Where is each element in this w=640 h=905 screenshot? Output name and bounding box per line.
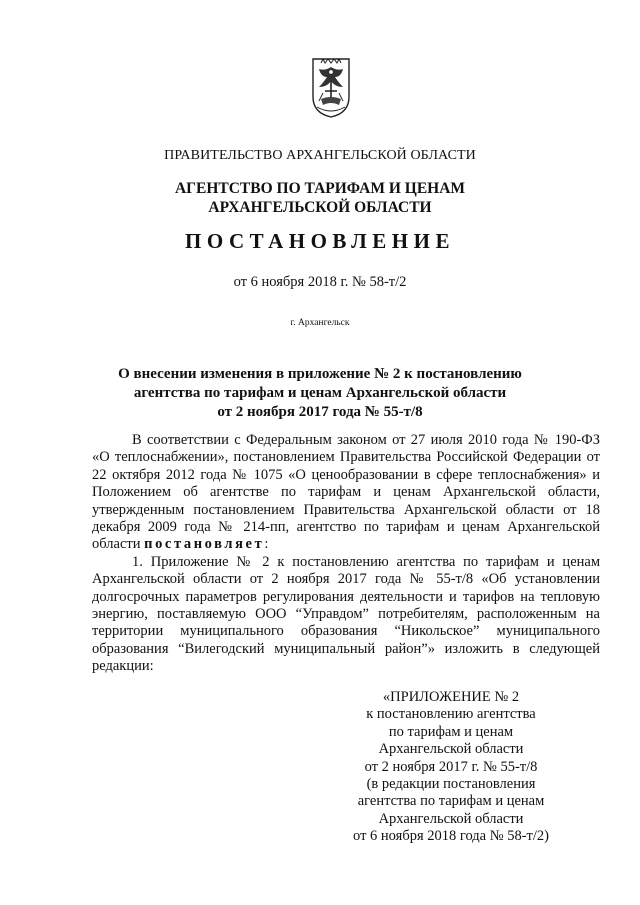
annex-line: «ПРИЛОЖЕНИЕ № 2 bbox=[382, 689, 520, 705]
annex-line: Архангельской области bbox=[378, 741, 524, 758]
body-paragraph: 1. Приложение № 2 к постановлению агентства по тарифам и ценам Архангельской области от 2 ноября 2017 года № 55-т/8 «Об установлении долгосрочных параметров регулирования деятельности и тарифов на тепловую энергию, поставляемую ООО “Управдом” потребителям, расположенным на территории муниципального образования “Никольское” муниципального образования “Вилегодский муниципальный район”» изложить в следующей редакции: bbox=[92, 553, 600, 675]
subject-line: агентства по тарифам и ценам Архангельской области bbox=[133, 385, 507, 401]
paragraph-text: В соответствии с Федеральным законом от 27 июля 2010 года № 190-ФЗ «О теплоснабжении», постановлением Правительства Российской Федерации от 22 октября 2012 года № 1075 «О ценообразовании в сфере теплоснабжения» и Положением об агентстве по тарифам и ценам Архангельской области, утвержденным постановлением Правительства Архангельской области от 18 декабря 2009 года № 214-пп, агентство по тарифам и ценам Архангельской области bbox=[92, 432, 600, 553]
annex-line: Архангельской области bbox=[378, 810, 524, 827]
paragraph-end: : bbox=[264, 536, 269, 553]
annex-header bbox=[330, 689, 572, 846]
subject-line: от 2 ноября 2017 года № 55-т/8 bbox=[217, 404, 423, 420]
document-city: г. Архангельск bbox=[290, 318, 350, 328]
coat-of-arms-icon bbox=[311, 57, 351, 119]
government-title: ПРАВИТЕЛЬСТВО АРХАНГЕЛЬСКОЙ ОБЛАСТИ bbox=[164, 148, 476, 163]
document-date-number: от 6 ноября 2018 г. № 58-т/2 bbox=[233, 274, 407, 290]
annex-line: агентства по тарифам и ценам bbox=[357, 793, 545, 810]
resolution-word: постановляет bbox=[144, 536, 265, 553]
annex-line: к постановлению агентства bbox=[366, 706, 536, 723]
annex-line: от 6 ноября 2018 года № 58-т/2) bbox=[353, 828, 549, 845]
agency-title-line: АРХАНГЕЛЬСКОЙ ОБЛАСТИ bbox=[208, 199, 432, 216]
subject-line: О внесении изменения в приложение № 2 к постановлению bbox=[118, 366, 522, 382]
document-type: ПОСТАНОВЛЕНИЕ bbox=[185, 229, 455, 253]
annex-line: от 2 ноября 2017 г. № 55-т/8 bbox=[364, 758, 538, 775]
annex-line: по тарифам и ценам bbox=[388, 723, 514, 740]
body-paragraph bbox=[92, 432, 600, 554]
document-subject bbox=[0, 365, 640, 422]
agency-title-line: АГЕНТСТВО ПО ТАРИФАМ И ЦЕНАМ bbox=[174, 180, 466, 197]
agency-title bbox=[0, 179, 640, 217]
document-body bbox=[92, 432, 600, 676]
annex-line: (в редакции постановления bbox=[366, 776, 536, 793]
